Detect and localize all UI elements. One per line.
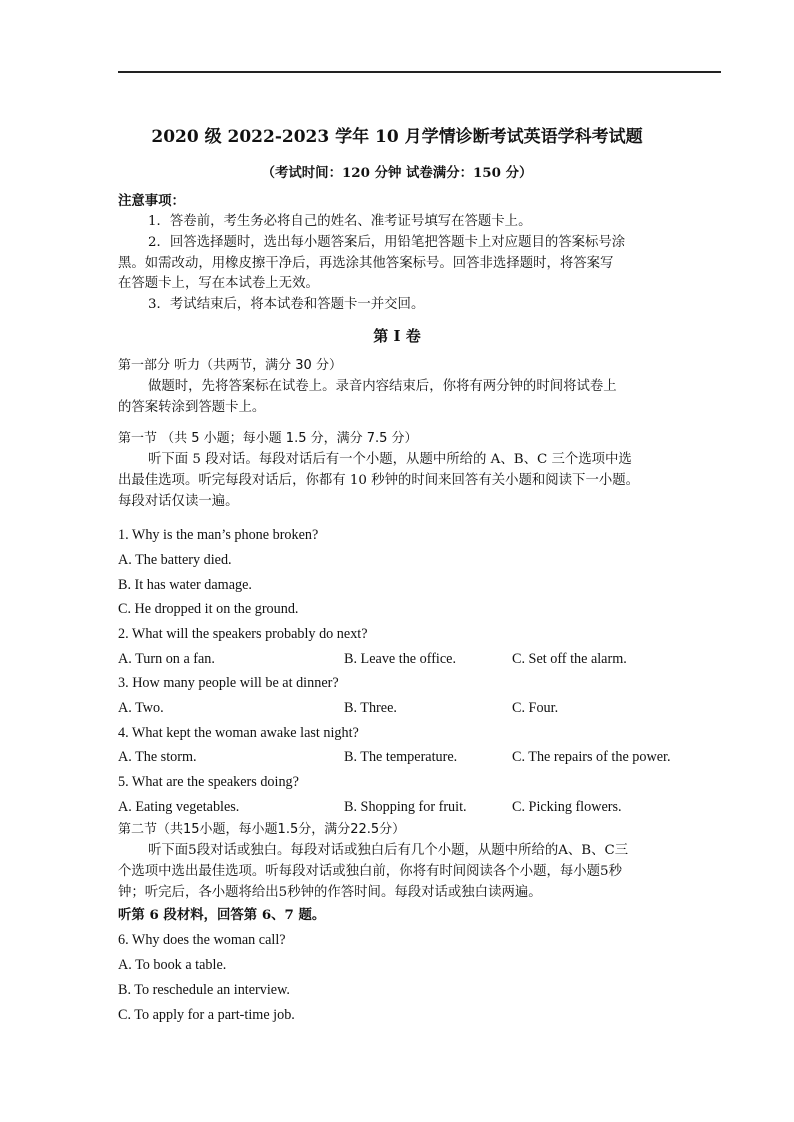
- question-stem: 3. How many people will be at dinner?: [118, 675, 339, 691]
- exam-info: （考试时间：120 分钟 试卷满分：150 分）: [261, 165, 533, 181]
- exam-title: 2020 级 2022-2023 学年 10 月学情诊断考试英语学科考试题: [151, 127, 643, 147]
- part1-intro: 做题时，先将答案标在试卷上。录音内容结束后，你将有两分钟的时间将试卷上: [148, 379, 617, 394]
- question-stem: 6. Why does the woman call?: [118, 932, 286, 948]
- option-a: A. Eating vegetables.: [118, 799, 240, 815]
- option-b: B. Shopping for fruit.: [344, 799, 467, 815]
- part1-heading: 第一部分 听力（共两节，满分 30 分）: [118, 358, 342, 373]
- section2-intro: 钟；听完后，各小题将给出5秒钟的作答时间。每段对话或独白读两遍。: [118, 885, 542, 900]
- notice-line: 3．考试结束后，将本试卷和答题卡一并交回。: [148, 297, 425, 312]
- section1-intro: 听下面 5 段对话。每段对话后有一个小题，从题中所给的 A、B、C 三个选项中选: [148, 452, 632, 467]
- option-b: B. The temperature.: [344, 749, 458, 765]
- notice-heading: 注意事项：: [118, 193, 185, 209]
- option-a: A. To book a table.: [118, 957, 227, 973]
- option-b: B. Three.: [344, 700, 397, 716]
- notice-line: 在答题卡上，写在本试卷上无效。: [118, 276, 319, 291]
- section1-heading: 第一节 （共 5 小题；每小题 1.5 分，满分 7.5 分）: [118, 431, 418, 446]
- option-a: A. The storm.: [118, 749, 197, 765]
- option-a: A. The battery died.: [118, 552, 232, 568]
- option-b: B. To reschedule an interview.: [118, 982, 290, 998]
- material-heading: 听第 6 段材料，回答第 6、7 题。: [118, 907, 326, 923]
- option-c: C. He dropped it on the ground.: [118, 601, 299, 617]
- option-c: C. The repairs of the power.: [512, 749, 671, 765]
- question-stem: 4. What kept the woman awake last night?: [118, 725, 359, 741]
- notice-line: 1．答卷前，考生务必将自己的姓名、准考证号填写在答题卡上。: [148, 214, 532, 229]
- section2-heading: 第二节（共15小题，每小题1.5分，满分22.5分）: [118, 822, 406, 837]
- header-rule: [118, 71, 721, 73]
- option-b: B. It has water damage.: [118, 577, 252, 593]
- option-c: C. Set off the alarm.: [512, 651, 627, 667]
- option-a: A. Two.: [118, 700, 164, 716]
- option-c: C. Four.: [512, 700, 559, 716]
- question-stem: 5. What are the speakers doing?: [118, 774, 299, 790]
- question-stem: 1. Why is the man’s phone broken?: [118, 527, 319, 543]
- question-stem: 2. What will the speakers probably do next?: [118, 626, 368, 642]
- section2-intro: 听下面5段对话或独白。每段对话或独白后有几个小题，从题中所给的A、B、C三: [148, 843, 629, 858]
- option-c: C. Picking flowers.: [512, 799, 622, 815]
- notice-line: 2．回答选择题时，选出每小题答案后，用铅笔把答题卡上对应题目的答案标号涂: [148, 235, 626, 250]
- option-c: C. To apply for a part-time job.: [118, 1007, 295, 1023]
- section1-intro: 每段对话仅读一遍。: [118, 494, 239, 509]
- volume-title: 第 I 卷: [373, 327, 421, 345]
- part1-intro: 的答案转涂到答题卡上。: [118, 400, 266, 415]
- section1-intro: 出最佳选项。听完每段对话后，你都有 10 秒钟的时间来回答有关小题和阅读下一小题。: [118, 473, 640, 488]
- option-b: B. Leave the office.: [344, 651, 457, 667]
- notice-line: 黑。如需改动，用橡皮擦干净后，再选涂其他答案标号。回答非选择题时，将答案写: [118, 256, 614, 271]
- option-a: A. Turn on a fan.: [118, 651, 215, 667]
- section2-intro: 个选项中选出最佳选项。听每段对话或独白前，你将有时间阅读各个小题，每小题5秒: [118, 864, 622, 879]
